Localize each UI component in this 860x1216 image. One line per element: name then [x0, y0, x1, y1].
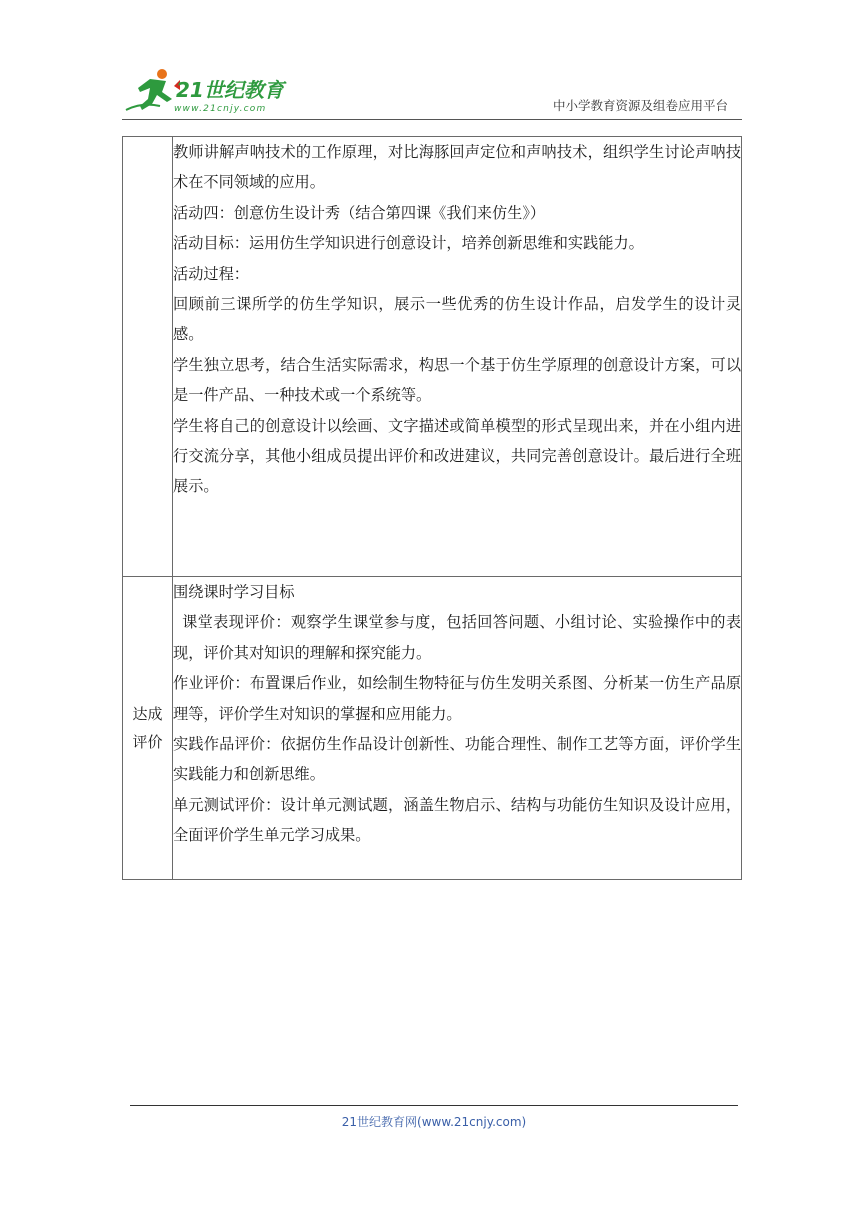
page-header [122, 66, 742, 118]
paragraph: 作业评价：布置课后作业，如绘制生物特征与仿生发明关系图、分析某一仿生产品原理等，评价学生对知识的掌握和应用能力。 [173, 674, 741, 723]
paragraph: 回顾前三课所学的仿生学知识，展示一些优秀的仿生设计作品，启发学生的设计灵感。 [173, 295, 741, 344]
paragraph: 实践作品评价：依据仿生作品设计创新性、功能合理性、制作工艺等方面，评价学生实践能力和创新思维。 [173, 735, 741, 784]
paragraph: 单元测试评价：设计单元测试题，涵盖生物启示、结构与功能仿生知识及设计应用，全面评价学生单元学习成果。 [173, 795, 741, 845]
paragraph: 活动过程： [173, 264, 249, 283]
paragraph: 学生将自己的创意设计以绘画、文字描述或简单模型的形式呈现出来，并在小组内进行交流分享，其他小组成员提出评价和改进建议，共同完善创意设计。最后进行全班展示。 [173, 416, 741, 496]
table-row [123, 577, 742, 880]
paragraph: 活动目标：运用仿生学知识进行创意设计，培养创新思维和实践能力。 [173, 234, 644, 253]
activity-content [173, 137, 742, 577]
paragraph: 学生独立思考，结合生活实际需求，构思一个基于仿生学原理的创意设计方案，可以是一件产品、一种技术或一个系统等。 [173, 355, 741, 405]
footer-divider [130, 1105, 738, 1106]
header-divider [122, 119, 742, 120]
evaluation-content [173, 577, 742, 880]
table-row [123, 137, 742, 577]
row-label [123, 137, 173, 577]
footer-link[interactable]: 21世纪教育网(www.21cnjy.com) [341, 1115, 527, 1129]
logo-text: 21世纪教育 [176, 78, 284, 102]
row-label-evaluation: 达成 评价 [123, 577, 173, 880]
paragraph: 教师讲解声呐技术的工作原理，对比海豚回声定位和声呐技术，组织学生讨论声呐技术在不同领域的应用。 [173, 143, 741, 192]
paragraph: 课堂表现评价：观察学生课堂参与度，包括回答问题、小组讨论、实验操作中的表现，评价其对知识的理解和探究能力。 [173, 613, 741, 662]
paragraph: 围绕课时学习目标 [173, 583, 295, 601]
platform-title: 中小学教育资源及组卷应用平台 [552, 98, 728, 113]
lesson-table [122, 136, 742, 880]
site-logo [122, 66, 292, 116]
logo-url: www.21cnjy.com [174, 104, 267, 114]
paragraph: 活动四：创意仿生设计秀（结合第四课《我们来仿生》） [173, 203, 546, 222]
